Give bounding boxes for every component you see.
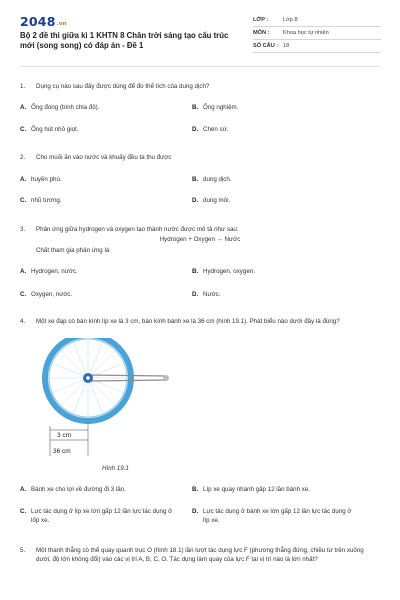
reaction-equation: Hydrogen + Oxygen → Nước — [159, 236, 241, 243]
meta-row-count — [253, 40, 381, 53]
question-number: 3. — [20, 226, 26, 233]
question-2 — [20, 153, 380, 162]
option-text: Ống hút nhỏ giọt. — [31, 126, 79, 133]
option-text: Lực tác dụng ở bánh xe lớn gấp 12 lần lực tác dụng ở líp xe. — [203, 508, 352, 524]
front-sprocket — [163, 375, 169, 381]
meta-row-subject — [253, 27, 381, 40]
option-letter: A. — [20, 176, 27, 183]
option-letter: A. — [20, 486, 27, 493]
option-text: Hydrogen, nước. — [31, 268, 78, 275]
option-letter: C. — [20, 197, 27, 204]
option-text: Lực tác dụng ở líp xe lớn gấp 12 lần lực tác dụng ở lốp xe. — [31, 508, 173, 524]
option-d[interactable] — [192, 508, 352, 525]
option-b[interactable] — [192, 104, 357, 113]
figure-caption: Hình 19.1 — [102, 465, 129, 472]
option-text: nhũ tương. — [31, 197, 62, 204]
label-36cm: 36 cm — [53, 448, 71, 455]
option-letter: B. — [192, 104, 199, 111]
meta-table — [253, 14, 381, 53]
option-text: Nước. — [203, 291, 221, 298]
meta-value: Khoa học tự nhiên — [283, 30, 329, 36]
question-5 — [20, 546, 380, 564]
question-text: Một thanh thẳng có thể quay quanh trục O (hình 18.1) lần lượt tác dụng lực F (phương thẳng đứng, chiều từ trên xuống dưới, độ lớn không đổi) vào các vị trí A, B, C, O. Tác dụng làm quay của lực F tại vị trí nào là lớn nhất? — [36, 547, 364, 563]
question-subtext: Chất tham gia phản ứng là — [36, 247, 110, 254]
option-a[interactable] — [20, 176, 190, 185]
option-d[interactable] — [192, 291, 357, 300]
option-b[interactable] — [192, 486, 357, 495]
question-text: Cho muối ăn vào nước và khuấy đều ta thu được — [36, 154, 172, 161]
wheel-hub — [86, 376, 90, 380]
option-letter: C. — [20, 291, 27, 298]
label-3cm: 3 cm — [57, 432, 72, 439]
option-letter: D. — [192, 126, 199, 133]
page-title: Bộ 2 đề thi giữa kì 1 KHTN 8 Chân trời sáng tạo cấu trúc mới (song song) có đáp án - Đề 1 — [20, 31, 229, 50]
option-b[interactable] — [192, 176, 357, 185]
meta-key: MÔN : — [253, 30, 270, 36]
question-1 — [20, 82, 380, 91]
option-text: dung dịch. — [203, 176, 232, 183]
site-logo[interactable] — [20, 14, 67, 29]
logo-text: 2048 — [20, 14, 56, 29]
option-text: Oxygen, nước. — [31, 291, 73, 298]
option-d[interactable] — [192, 197, 357, 206]
meta-value: 18 — [283, 43, 290, 49]
logo-domain: .vn — [56, 21, 67, 27]
question-number: 4. — [20, 318, 26, 325]
option-letter: C. — [20, 126, 27, 133]
option-d[interactable] — [192, 126, 357, 135]
question-text: Một xe đạp có bán kính líp xe là 3 cm, bán kính bánh xe là 36 cm (hình 19.1). Phát biểu nào dưới đây là đúng? — [36, 318, 340, 325]
option-letter: D. — [192, 291, 199, 298]
option-text: Líp xe quay nhanh gấp 12 lần bánh xe. — [203, 486, 310, 493]
question-4 — [20, 317, 380, 326]
option-text: huyền phù. — [31, 176, 62, 183]
option-c[interactable] — [20, 508, 178, 525]
option-text: Hydrogen, oxygen. — [203, 268, 255, 275]
chain-bottom — [88, 380, 166, 381]
option-a[interactable] — [20, 486, 190, 495]
meta-key: LỚP : — [253, 17, 269, 23]
question-text: Dụng cụ nào sau đây được dùng để đo thể tích của dung dịch? — [36, 83, 210, 90]
option-letter: B. — [192, 268, 199, 275]
option-a[interactable] — [20, 104, 190, 113]
chain-top — [88, 375, 166, 376]
option-c[interactable] — [20, 291, 190, 300]
header-divider — [20, 66, 380, 67]
option-a[interactable] — [20, 268, 190, 277]
option-text: Chén sứ. — [203, 126, 229, 133]
option-c[interactable] — [20, 197, 190, 206]
option-letter: D. — [192, 508, 199, 515]
question-number: 5. — [20, 547, 26, 554]
bicycle-wheel-figure — [38, 338, 178, 463]
option-letter: C. — [20, 508, 27, 515]
option-text: Bánh xe cho lợi về đường đi 3 lần. — [31, 486, 126, 493]
question-number: 2. — [20, 154, 26, 161]
meta-row-class — [253, 14, 381, 27]
question-text: Phản ứng giữa hydrogen và oxygen tạo thành nước được mô tả như sau: — [36, 226, 239, 233]
option-letter: A. — [20, 104, 27, 111]
option-text: Ống nghiệm. — [203, 104, 239, 111]
option-c[interactable] — [20, 126, 190, 135]
option-text: dung môi. — [203, 197, 231, 204]
option-text: Ống đong (bình chia độ). — [31, 104, 100, 111]
option-letter: A. — [20, 268, 27, 275]
option-b[interactable] — [192, 268, 357, 277]
option-letter: B. — [192, 486, 199, 493]
meta-key: SỐ CÂU : — [253, 43, 279, 49]
option-letter: D. — [192, 197, 199, 204]
option-letter: B. — [192, 176, 199, 183]
question-number: 1. — [20, 83, 26, 90]
meta-value: Lớp 8 — [283, 17, 298, 23]
question-3 — [20, 225, 380, 255]
